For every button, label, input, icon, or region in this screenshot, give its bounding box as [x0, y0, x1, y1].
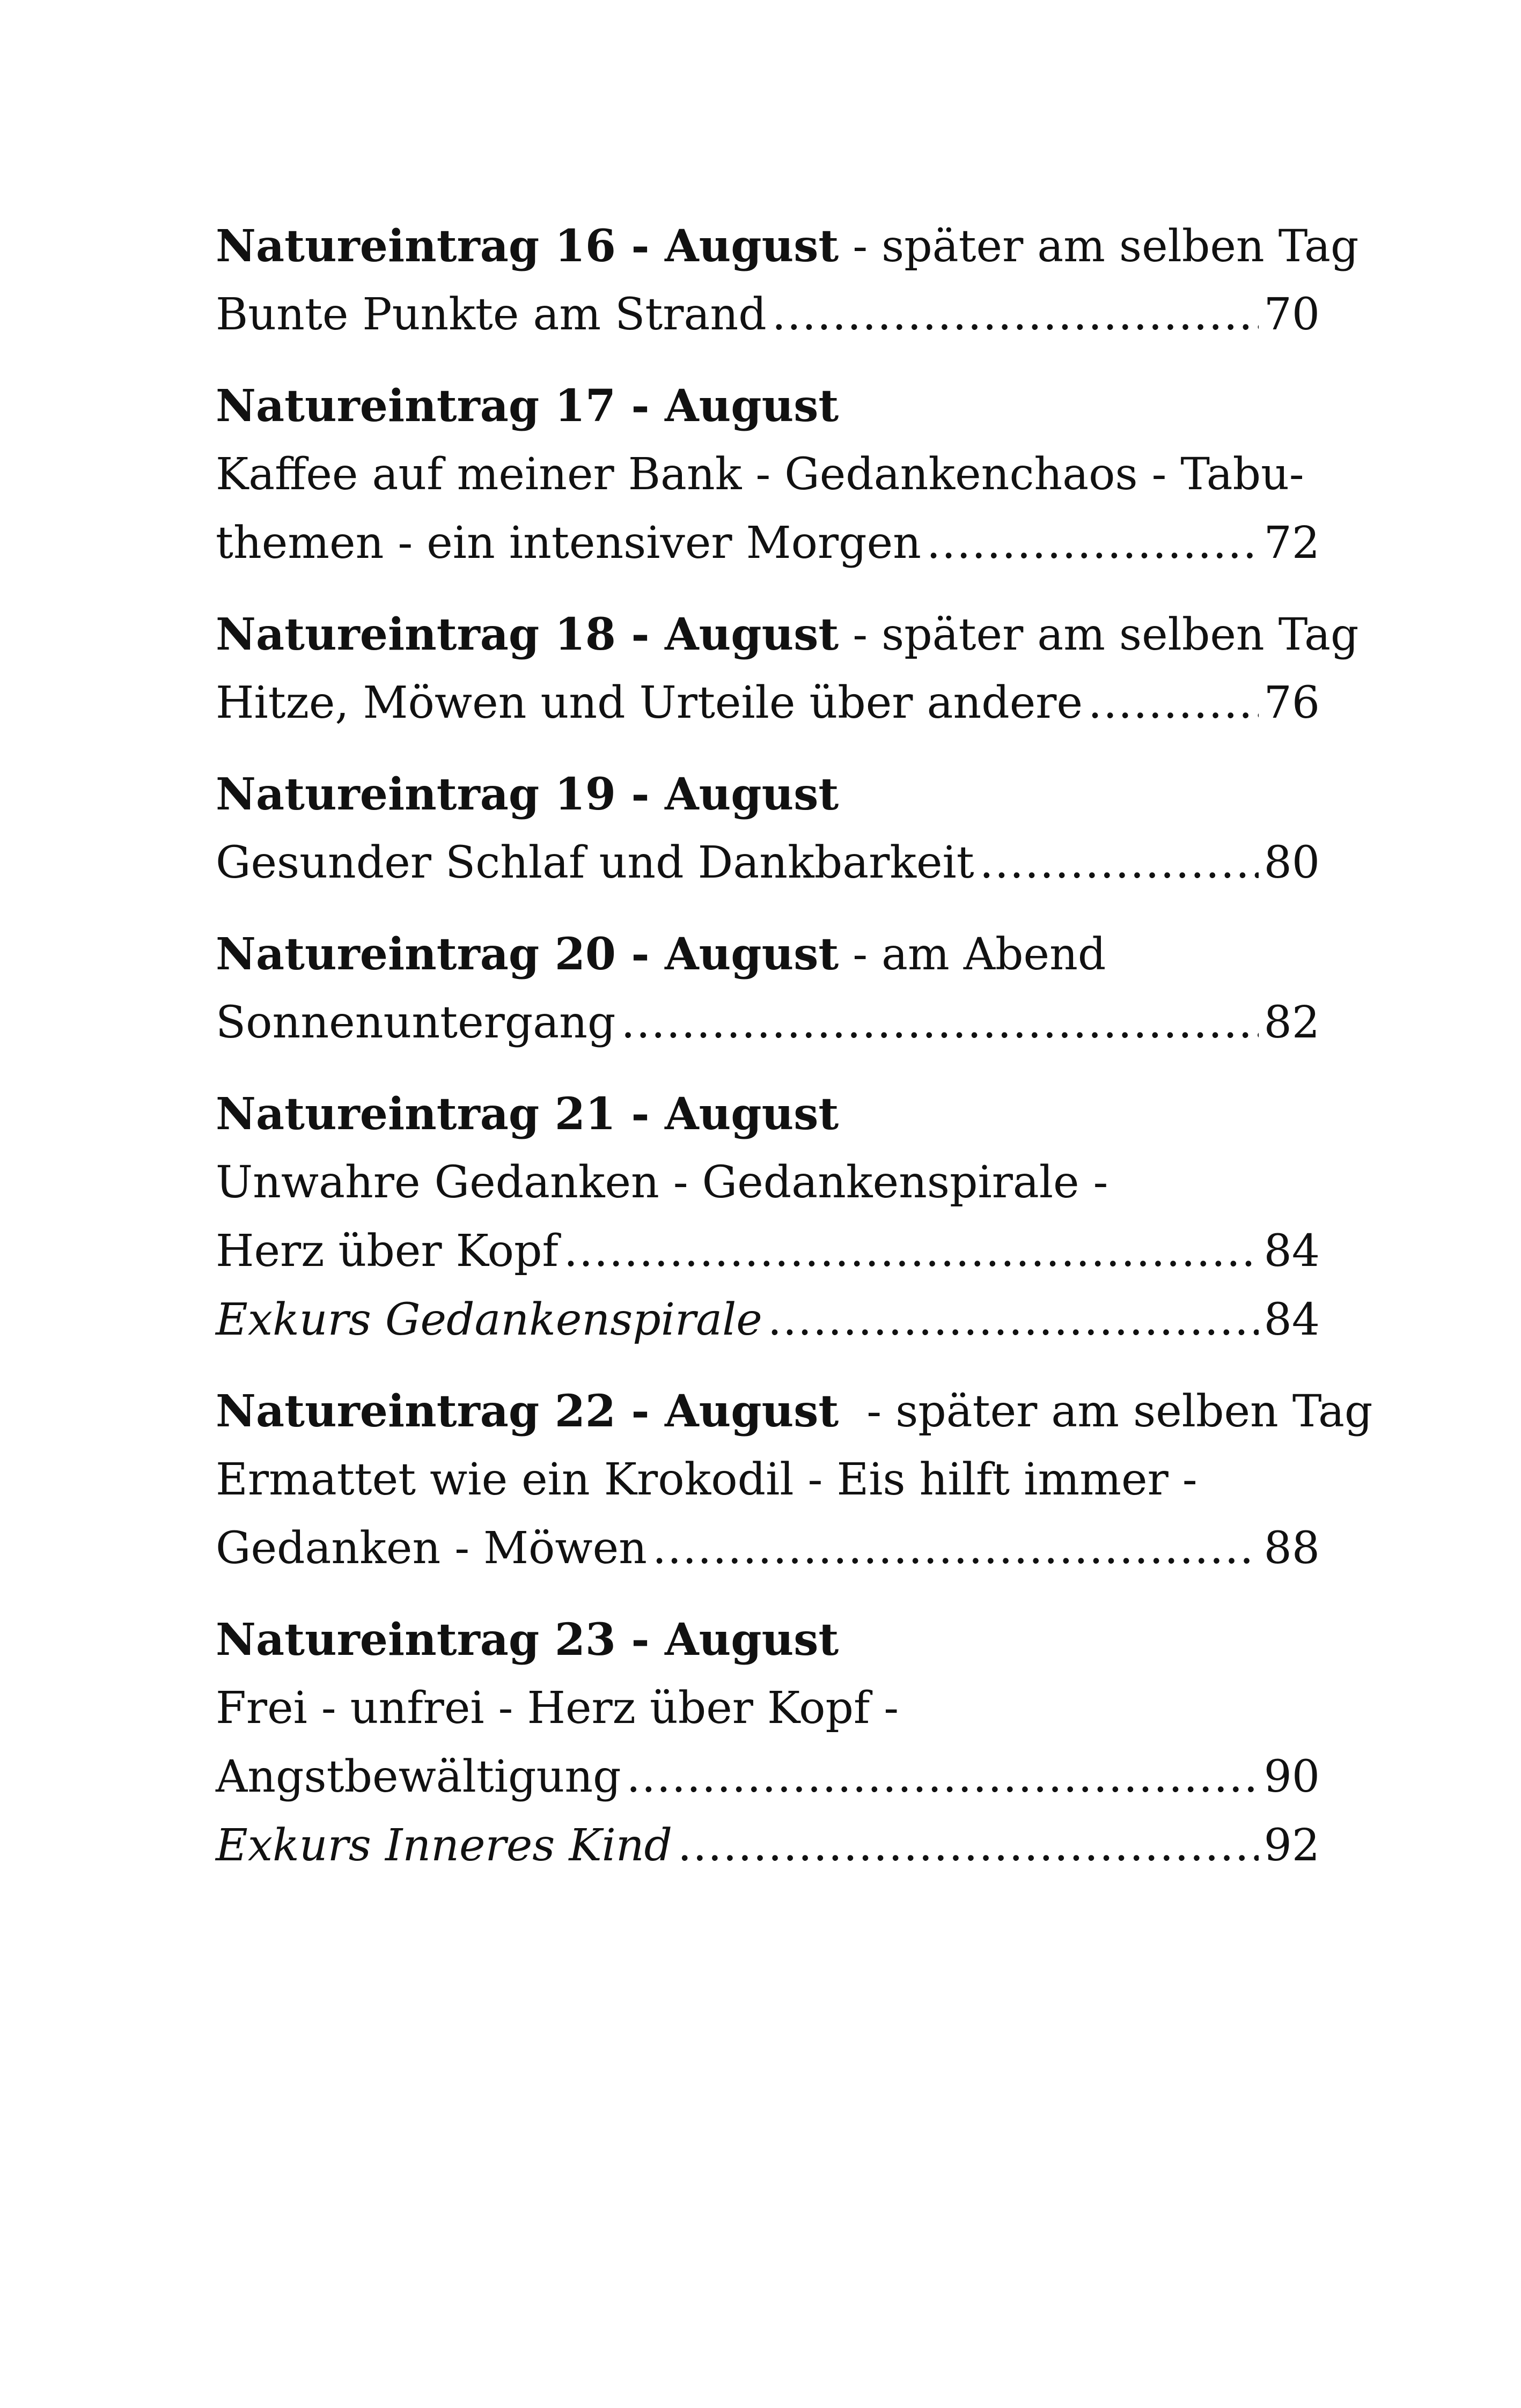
- entry-heading: [216, 920, 1320, 989]
- entry-title: Natureintrag 18 - August: [216, 609, 839, 660]
- toc-line[interactable]: [216, 989, 1320, 1057]
- toc-line-text: Ermattet wie ein Krokodil - Eis hilft immer -: [216, 1454, 1197, 1505]
- toc-line-text: Exkurs Gedankenspirale: [216, 1294, 762, 1345]
- page-number: 84: [1263, 1294, 1320, 1345]
- entry-heading: [216, 760, 1320, 829]
- toc-line-text: Exkurs Inneres Kind: [216, 1820, 673, 1871]
- toc-line[interactable]: [216, 281, 1320, 349]
- table-of-contents: [216, 212, 1373, 1903]
- toc-entry-21: [216, 1080, 1320, 1354]
- entry-subtitle: - später am selben Tag: [839, 1386, 1373, 1437]
- toc-line-text: Herz über Kopf: [216, 1226, 559, 1277]
- entry-title: Natureintrag 17 - August: [216, 380, 839, 432]
- toc-line[interactable]: [216, 829, 1320, 897]
- dot-leader: [627, 1743, 1259, 1811]
- entry-title: Natureintrag 20 - August: [216, 929, 839, 980]
- entry-heading: [216, 212, 1359, 281]
- toc-entry-18: [216, 600, 1359, 738]
- toc-line-text: themen - ein intensiver Morgen: [216, 518, 921, 569]
- entry-title: Natureintrag 19 - August: [216, 769, 839, 820]
- entry-title: Natureintrag 22 - August: [216, 1386, 839, 1437]
- page-number: 84: [1263, 1226, 1320, 1277]
- entry-heading: [216, 600, 1359, 669]
- page-number: 90: [1263, 1751, 1320, 1802]
- toc-line-excursus[interactable]: [216, 1811, 1320, 1880]
- entry-title: Natureintrag 23 - August: [216, 1614, 839, 1666]
- dot-leader: [768, 1286, 1259, 1354]
- dot-leader: [678, 1811, 1259, 1880]
- entry-title: Natureintrag 21 - August: [216, 1088, 839, 1140]
- toc-line-text: Sonnenuntergang: [216, 997, 616, 1048]
- dot-leader: [1088, 669, 1259, 738]
- toc-line: [216, 440, 1320, 509]
- dot-leader: [652, 1514, 1259, 1583]
- entry-heading: [216, 372, 1320, 440]
- toc-line: [216, 1446, 1320, 1514]
- toc-line-text: Bunte Punkte am Strand: [216, 289, 767, 340]
- toc-line-text: Unwahre Gedanken - Gedankenspirale -: [216, 1157, 1108, 1208]
- toc-line-text: Hitze, Möwen und Urteile über andere: [216, 678, 1083, 728]
- entry-heading: [216, 1606, 1320, 1674]
- toc-line[interactable]: [216, 1743, 1320, 1811]
- page-number: 82: [1263, 997, 1320, 1048]
- page-number: 76: [1263, 678, 1320, 728]
- toc-line-text: Angstbewältigung: [216, 1751, 621, 1802]
- toc-entry-20: [216, 920, 1320, 1057]
- entry-heading: [216, 1377, 1373, 1446]
- entry-subtitle: - am Abend: [839, 929, 1106, 980]
- toc-entry-17: [216, 372, 1320, 578]
- page-number: 70: [1263, 289, 1320, 340]
- toc-line-excursus[interactable]: [216, 1286, 1320, 1354]
- toc-line-text: Kaffee auf meiner Bank - Gedankenchaos - Tabu-: [216, 449, 1304, 500]
- toc-line[interactable]: [216, 669, 1320, 738]
- entry-title: Natureintrag 16 - August: [216, 220, 839, 272]
- entry-heading: [216, 1080, 1320, 1148]
- toc-entry-23: [216, 1606, 1320, 1880]
- toc-line-text: Frei - unfrei - Herz über Kopf -: [216, 1683, 899, 1734]
- toc-line[interactable]: [216, 1217, 1320, 1286]
- toc-line: [216, 1148, 1320, 1217]
- toc-line-text: Gesunder Schlaf und Dankbarkeit: [216, 837, 974, 888]
- toc-entry-19: [216, 760, 1320, 897]
- page-number: 72: [1263, 518, 1320, 569]
- page-number: 88: [1263, 1523, 1320, 1574]
- toc-entry-16: [216, 212, 1359, 349]
- dot-leader: [927, 509, 1259, 578]
- toc-line[interactable]: [216, 509, 1320, 578]
- toc-entry-22: [216, 1377, 1373, 1583]
- toc-line[interactable]: [216, 1514, 1320, 1583]
- page-number: 92: [1263, 1820, 1320, 1871]
- toc-line-text: Gedanken - Möwen: [216, 1523, 647, 1574]
- entry-subtitle: - später am selben Tag: [839, 221, 1359, 272]
- dot-leader: [980, 829, 1259, 897]
- dot-leader: [621, 989, 1259, 1057]
- entry-subtitle: - später am selben Tag: [839, 609, 1359, 660]
- dot-leader: [564, 1217, 1259, 1286]
- toc-line: [216, 1674, 1320, 1743]
- page-number: 80: [1263, 837, 1320, 888]
- dot-leader: [772, 281, 1259, 349]
